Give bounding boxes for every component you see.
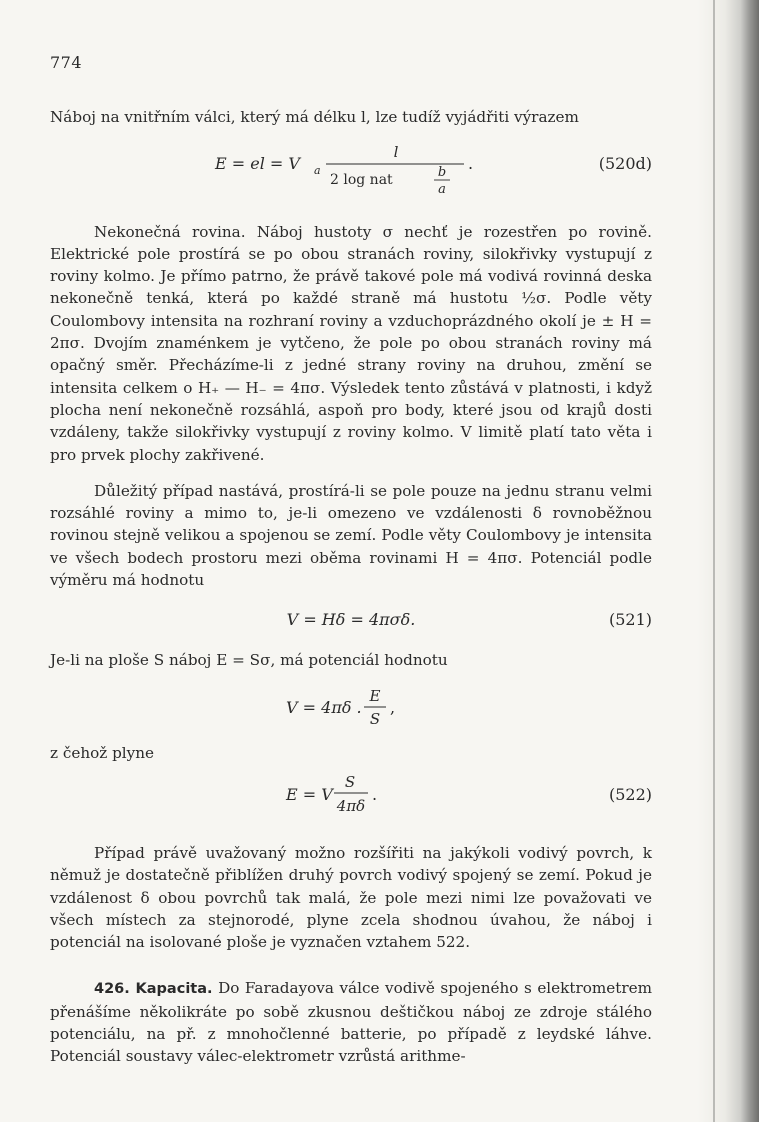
eq520d-subscript: a [314, 163, 321, 177]
equation-522 [50, 766, 652, 822]
equation-521-svg [50, 599, 652, 639]
equation-potential-svg [50, 680, 652, 732]
eq520d-dot: . [468, 153, 474, 173]
page-number: 774 [50, 53, 83, 72]
paragraph-important-case: Důležitý případ nastává, prostírá-li se pole pouze na jednu stranu velmi rozsáhlé roviny a mimo to, je-li omezeno ve vzdálenosti δ rovnoběžnou rovinou stejně velikou a spojenou se zemí. Podle věty Coulombovy je intensita ve všech bodech prostoru mezi oběma rovinami H = 4πσ. Potenciál podle výměru má hodnotu [50, 481, 652, 590]
paragraph-capacity-text: Do Faradayova válce vodivě spojeného s elektrometrem přenášíme několikráte po sobě zkusnou deštičkou náboj ze zdroje stálého potenciálu, na př. z mnohočlenné batterie, po případě z leydské láhve. Potenciál soustavy válec-elektrometr vzrůstá arithme- [50, 979, 653, 1066]
eq522-number: (522) [608, 784, 652, 804]
equation-520d [50, 137, 652, 201]
eq520d-inner-denominator: a [438, 181, 446, 197]
eq-potential-denominator: S [369, 709, 381, 728]
eq520d-number: (520d) [598, 153, 652, 173]
equation-522-svg [50, 766, 652, 822]
section-heading-capacity: 426. Kapacita. [94, 981, 213, 998]
paragraph-infinite-plane: Nekonečná rovina. Náboj hustoty σ nechť je rozestřen po rovině. Elektrické pole prostírá se po obou stranách roviny, silokřivky vystupují z roviny kolmo. Je přímo patrno, že právě takové pole má vodivá rovinná deska nekonečně tenká, která po každé straně má hustotu ½σ. Podle věty Coulombovy intensita na rozhraní roviny a vzduchoprázdného okolí je ± H = 2πσ. Dvojím znaménkem je vytčeno, že pole po obou stranách roviny má opačný směr. Přecházíme-li z jedné strany roviny na druhou, změní se intensita celkem o H₊ — H₋ = 4πσ. Výsledek tento zůstává v platnosti, i když plocha není nekonečně rozsáhlá, aspoň pro body, které jsou od krajů dosti vzdáleny, takže silokřivky vystupují z roviny kolmo. V limitě platí tato věta i pro prvek plochy zakřivené. [50, 222, 652, 464]
equation-potential [50, 680, 652, 732]
paragraph-cylinder-charge: Náboj na vnitřním válci, který má délku l, lze tudíž vyjádřiti výrazem [50, 108, 579, 127]
paragraph-capacity [50, 977, 652, 1067]
page-content [50, 52, 652, 1068]
equation-520d-svg [50, 137, 652, 201]
eq520d-lhs: E = el = V [215, 153, 300, 173]
eq522-denominator: 4πδ [336, 796, 366, 815]
scan-edge-line [713, 0, 715, 1122]
eq522-dot: . [372, 784, 378, 804]
eq522-numerator: S [344, 772, 356, 791]
paragraph-charge-on-surface: Je-li na ploše S náboj E = Sσ, má potenciál hodnotu [50, 651, 448, 670]
paragraph-conductive-surface: Případ právě uvažovaný možno rozšířiti na jakýkoli vodivý povrch, k němuž je dostatečně přiblížen druhý povrch vodivý spojený se zemí. Pokud je vzdálenost δ obou povrchů tak malá, že pole mezi nimi lze považovati ve všech místech za stejnorodé, plyne zcela shodnou úvahou, že náboj i potenciál na isolované ploše je vyznačen vztahem 522. [50, 843, 652, 952]
eq520d-denominator-text: 2 log nat [330, 171, 393, 188]
eq520d-inner-numerator: b [437, 164, 447, 180]
eq521-number: (521) [608, 610, 652, 630]
paragraph-whence: z čehož plyne [50, 743, 155, 762]
eq520d-numerator: l [393, 142, 399, 161]
scan-shadow-edge [697, 0, 759, 1122]
equation-521 [50, 599, 652, 639]
eq-potential-numerator: E [369, 686, 381, 705]
eq522-lhs: E = V [286, 784, 333, 804]
eq521-body: V = Hδ = 4πσδ. [286, 610, 416, 630]
eq-potential-comma: , [390, 697, 396, 717]
eq-potential-lhs: V = 4πδ . [286, 697, 362, 717]
